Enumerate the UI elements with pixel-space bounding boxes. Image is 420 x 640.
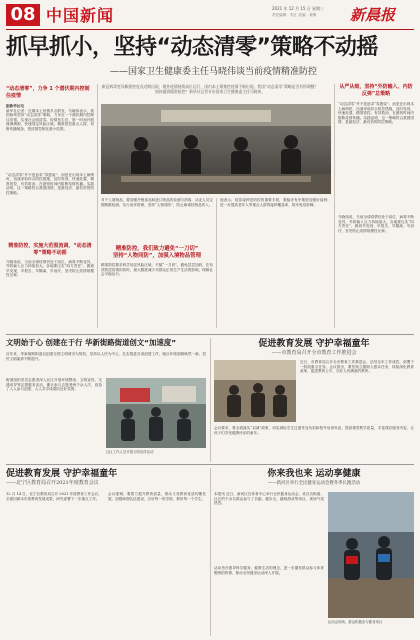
lead-subhead: 从严从细，坚持“外防输入、内防反弹”总策略: [339, 84, 413, 97]
story-paragraph: 本报讯 近日，新河区在体育中心举行全民健身运动会，来自各街道、社区的千余名群众参与了长跑、健步走、趣味游戏等项目，现场气氛热烈。: [214, 492, 324, 506]
lead-subheadline: ——国家卫生健康委主任马晓伟谈当前疫情精准防控: [110, 67, 318, 77]
lead-intro: 新冠病毒变异株奥密克戎近期出现，境外疫情持续高位运行，国内本土聚集性疫情不断出现。我国“动态清零”策略是否有所调整？如何做到精准防控？新华社记者专访国家卫生健康委主任马晓伟。: [101, 84, 319, 94]
story-education-city: [214, 338, 414, 460]
story-subtitle: ——北宁区教育局召开2021年度教育会议: [6, 480, 99, 486]
photo-caption: 社区工作人员开展文明宣传活动: [106, 450, 154, 454]
issue-date: 2021 年 12 月 15 日 星期三: [272, 6, 324, 11]
lead-column-right: [338, 84, 414, 330]
editor-credit: 责任编辑：朱红 美编：姜梅: [272, 13, 317, 17]
section-divider: [6, 464, 414, 465]
lead-byline: 据新华社电: [6, 104, 24, 108]
column-divider: [210, 338, 211, 462]
story-photo: [328, 492, 414, 618]
story-paragraph: 会议要求，要全面落实“双减”政策，切实减轻学生过重作业负担和校外培训负担，提高课堂教学质量，丰富课后服务内容，让孩子们享受健康快乐的童年。: [214, 426, 414, 435]
story-fitness: [214, 468, 414, 636]
lead-headline: 抓早抓小，坚持“动态清零”策略不动摇: [6, 35, 378, 60]
lead-paragraph: 新华社记者：近期本土疫情多点散发，马晓伟表示，我国始终坚持“动态清零”策略，力争在一个潜伏期内控制住疫情，实现社会面清零。疫情发生后，第一时间开展流调溯源，快速划定风险区域，精准管控重点人群，切断传播链条，把疫情控制在最小范围。: [6, 108, 94, 131]
newspaper-logo: 新晨报: [350, 6, 396, 24]
lead-paragraph: “动态清零”并不是追求“零感染”，而是在出现本土病例时，迅速采取综合防控措施，及时发现、快速处置，精准管控，有效救治，在最短时间内阻断疫情传播。实践证明，这一策略符合我国国情，是最经济、最有效的防控策略。: [338, 102, 414, 125]
story-title: 促进教育发展 守护幸福童年: [6, 469, 118, 479]
lead-paragraph: 马晓伟说，当前全球疫情仍处于高位，病毒不断变异，外防输入压力持续加大。各地要压实“四方责任”，做到早发现、早报告、早隔离、早治疗，坚决防止疫情规模性反弹。: [338, 215, 414, 233]
column-divider: [97, 84, 98, 328]
story-subtitle: ——市教育局召开全市教育工作推进会: [271, 350, 357, 356]
story-title: 你来我也来 运动享健康: [267, 469, 361, 479]
masthead: [0, 0, 420, 30]
column-divider: [216, 198, 217, 328]
story-title: 促进教育发展 守护幸福童年: [258, 339, 370, 349]
story-photo: [106, 378, 206, 448]
photo-caption: 运动会现场，群众积极参与健身项目: [328, 620, 383, 624]
lead-column-left: [6, 82, 94, 330]
story-paragraph: 街道组织党员志愿者深入社区开展环境整治、文明宣传、交通劝导等志愿服务活动，累计参与志愿者两千余人次，营造了人人参与创建、人人共享成果的良好氛围。: [6, 378, 102, 392]
masthead-rule: [6, 29, 414, 30]
story-paragraph: 会议强调，要着力提升教育质量，推动义务教育优质均衡发展，加强师资队伍建设，办好每一所学校，教好每一个学生。: [108, 492, 206, 501]
column-divider: [210, 468, 211, 636]
lead-paragraph: 对于入境物品，要加强冷链食品和进口物品的检测与消毒，从业人员定期核酸检测，实行闭环管理，坚持“人物同防”，防止病毒经物品传入。: [101, 198, 213, 207]
story-civilization: [6, 338, 206, 460]
lead-subhead: “动态清零”，力争 1 个潜伏期内控制住疫情: [6, 86, 90, 99]
story-paragraph: 12 月 14 日，北宁区教育局召开 2021 年度教育工作会议，全面回顾本年度教育发展成果，研究部署下一步重点工作。: [6, 492, 102, 501]
story-paragraph: 活动旨在倡导科学健身、健康生活的理念，进一步激发群众参与体育锻炼的热情，推动全民健身运动深入开展。: [214, 566, 324, 575]
story-subtitle: ——新河区举行全民健身运动会暨冬季长跑活动: [267, 481, 361, 486]
lead-paragraph: 他表示，疫苗接种是防控的重要手段，要稳妥有序推进加强针接种，进一步提高老年人等重点人群的接种覆盖率，筑牢免疫屏障。: [220, 198, 331, 207]
section-divider: [6, 334, 414, 335]
story-education-district: [6, 468, 206, 636]
lead-paragraph: “动态清零”并不是追求“零感染”，而是在出现本土病例时，迅速采取综合防控措施，及时发现、快速处置，精准管控，有效救治，在最短时间内阻断疫情传播。实践证明，这一策略符合我国国情，是最经济、最有效的防控策略。: [6, 172, 94, 195]
page-number: 08: [10, 4, 36, 25]
lead-subhead: 精准防控，我们致力避免“一刀切”: [115, 246, 199, 252]
lead-subhead: 精准防控，实施大范围流调，“动态清零”策略不动摇: [8, 242, 92, 256]
story-paragraph: 近日，市教育局召开全市教育工作推进会，总结全年工作成效，部署下一阶段重点任务。会议指出，要坚持立德树人根本任务，持续深化教育改革，促进教育公平，办好人民满意的教育。: [300, 360, 414, 374]
story-title: 文明始于心 创建在于行 华新街路街道创文“加速度”: [6, 338, 177, 347]
section-title: 中国新闻: [46, 6, 115, 25]
lead-column-middle: [101, 198, 213, 330]
lead-paragraph: 精准防控要求科学划定风险区域，不搞“一刀切”，避免层层加码，在有效防控疫情的同时，最大限度减少对群众正常生产生活的影响，保障社会平稳运行。: [101, 263, 213, 277]
column-divider: [334, 84, 335, 328]
lead-column-middle-right: [220, 198, 331, 330]
story-photo: [214, 360, 296, 422]
lead-subhead: 坚持“人物同防”，加强入境物品管理: [113, 253, 201, 259]
lead-paragraph: 马晓伟说，当前全球疫情仍处于高位，病毒不断变异，外防输入压力持续加大。各地要压实“四方责任”，做到早发现、早报告、早隔离、早治疗，坚决防止疫情规模性反弹。: [6, 259, 94, 278]
story-paragraph: 近年来，华新街路街道以创建全国文明城市为契机，坚持以人民为中心，扎实推进各项创建工作，辖区环境面貌焕然一新，居民文明素养不断提升。: [6, 352, 206, 361]
lead-photo: [101, 104, 331, 194]
